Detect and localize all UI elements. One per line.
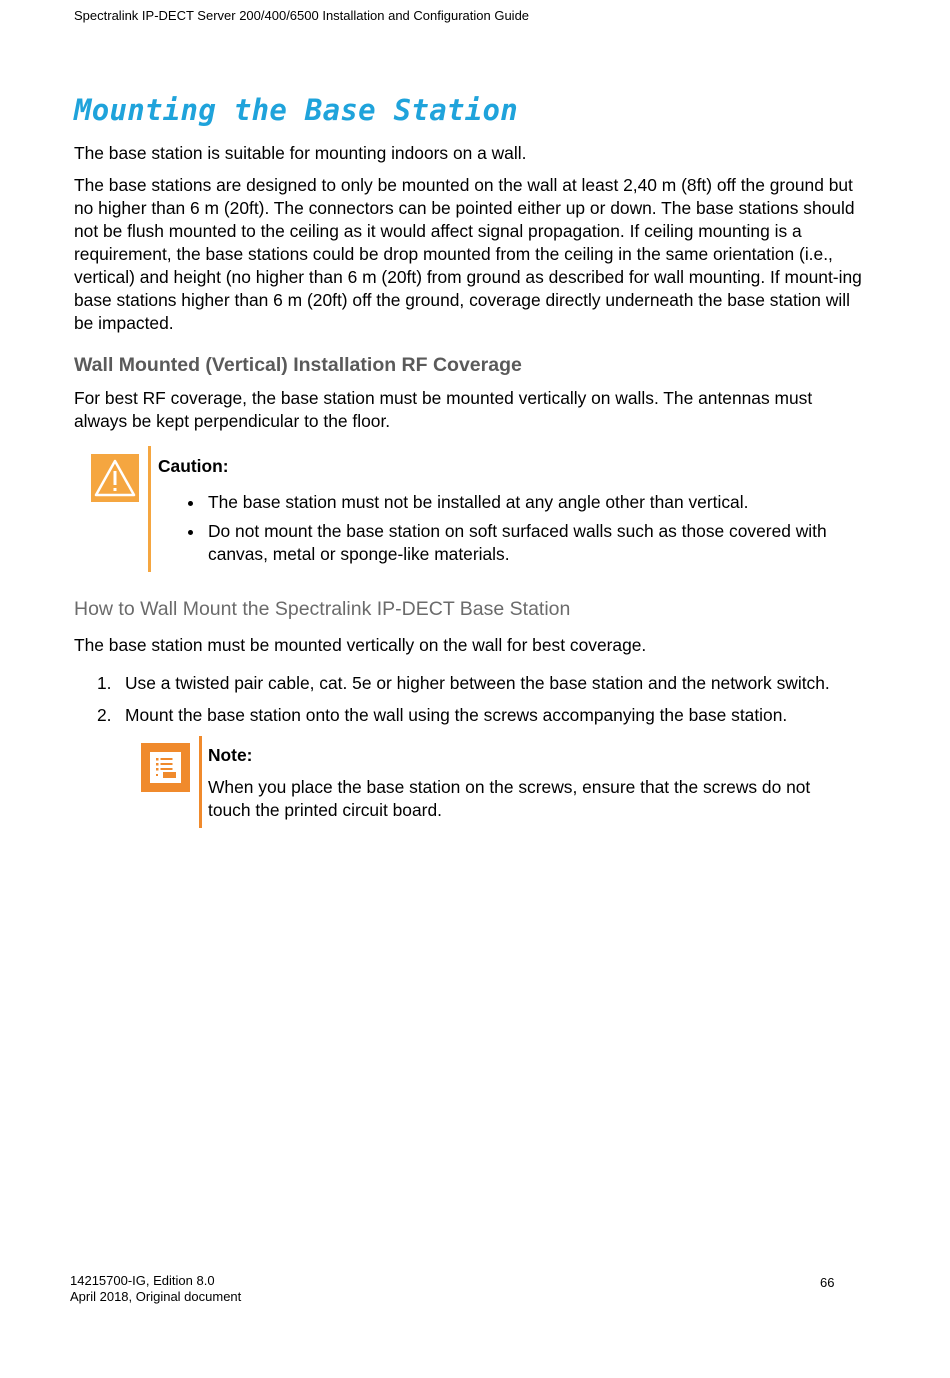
note-list-icon [141, 743, 190, 792]
intro-paragraph: The base station is suitable for mounting indoors on a wall. [74, 143, 527, 163]
caution-item-text: The base station must not be installed at any angle other than vertical. [208, 492, 749, 512]
page-number: 66 [820, 1275, 835, 1290]
main-content [74, 92, 870, 828]
step-text: Mount the base station onto the wall using the screws accompanying the base station. [125, 705, 788, 725]
footer-date: April 2018, Original document [70, 1289, 242, 1304]
caution-list [184, 491, 874, 572]
rf-coverage-paragraph: For best RF coverage, the base station must be mounted vertically on walls. The antennas must always be kept perpendicular to the floor. [74, 388, 813, 431]
steps-list [74, 672, 870, 727]
wall-mount-paragraph: The base station must be mounted vertically on the wall for best coverage. [74, 635, 647, 655]
bullet-icon [188, 501, 193, 506]
section-heading: Wall Mounted (Vertical) Installation RF Coverage [74, 354, 522, 376]
caution-box [74, 446, 870, 572]
bullet-icon [188, 530, 193, 535]
step-text: Use a twisted pair cable, cat. 5e or higher between the base station and the network switch. [125, 673, 830, 693]
subsection-heading: How to Wall Mount the Spectralink IP-DECT Base Station [74, 598, 571, 620]
caution-title: Caution: [158, 456, 229, 476]
list-item [74, 704, 870, 727]
note-title: Note: [208, 745, 253, 765]
step-number: 2. [97, 705, 112, 725]
caution-bar [148, 446, 151, 572]
note-bar [199, 736, 202, 828]
note-text: When you place the base station on the screws, ensure that the screws do not touch the printed circuit board. [208, 777, 811, 820]
mounting-paragraph: The base stations are designed to only be mounted on the wall at least 2,40 m (8ft) off the ground but no higher than 6 m (20ft). The connectors can be pointed either up or down. The base stations should not be flush mounted to the ceiling as it would affect signal propagation. If ceiling mounting is a requirement, the base stations could be drop mounted from the ceiling in the same orientation (i.e., vertical) and height (no higher than 6 m (20ft) from ground as described for wall mounting. If mount-ing base stations higher than 6 m (20ft) off the ground, coverage directly underneath the base station will be impacted. [74, 175, 862, 333]
note-box [74, 736, 870, 828]
caution-item-text: Do not mount the base station on soft surfaced walls such as those covered with canvas, metal or sponge-like materials. [208, 521, 827, 564]
page-title: Mounting the Base Station [74, 93, 518, 127]
page-footer [70, 1273, 241, 1305]
list-item [74, 672, 870, 695]
warning-icon [91, 454, 139, 502]
step-number: 1. [97, 673, 112, 693]
list-item [184, 520, 874, 566]
list-item [184, 491, 874, 514]
footer-doc-id: 14215700-IG, Edition 8.0 [70, 1273, 215, 1288]
page-header: Spectralink IP-DECT Server 200/400/6500 Installation and Configuration Guide [74, 8, 530, 23]
